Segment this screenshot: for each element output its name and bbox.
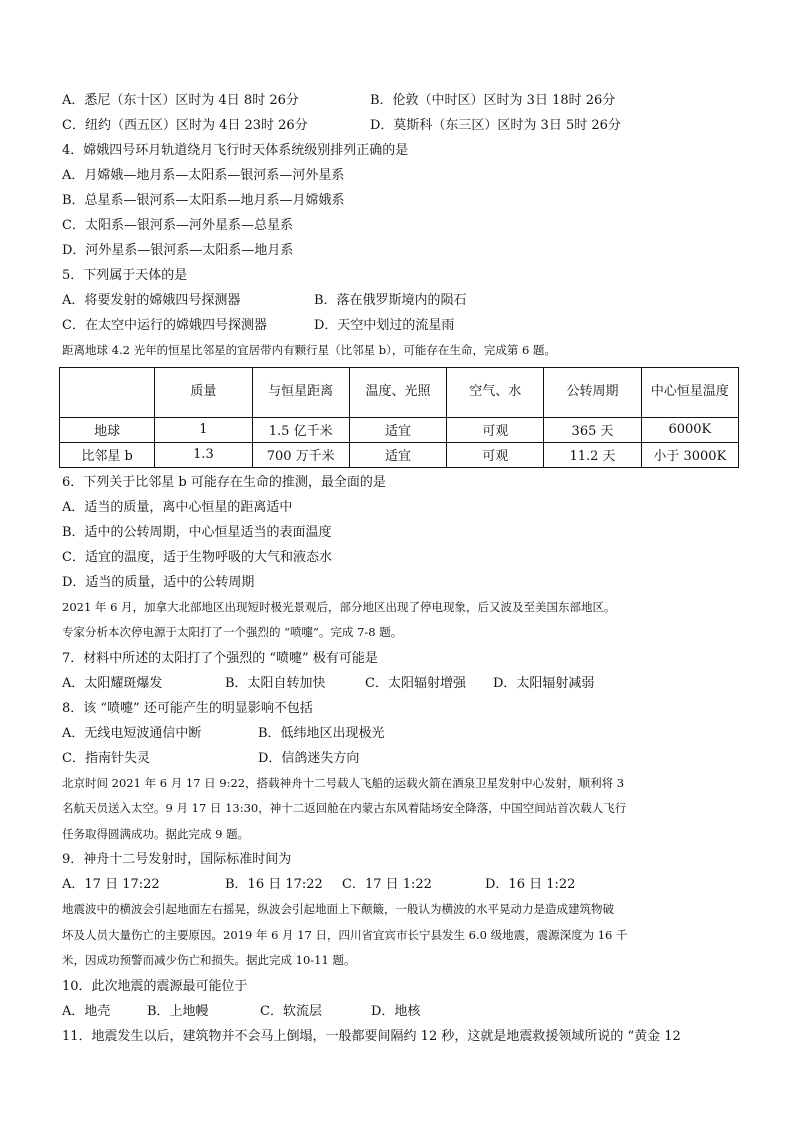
q6-stem: 6．下列关于比邻星 b 可能存在生命的推测，最全面的是 — [62, 474, 386, 490]
table-cell: 11.2 天 — [544, 442, 641, 467]
passage-solar-line-1: 2021 年 6 月，加拿大北部地区出现短时极光景观后，部分地区出现了停电现象，后又波及至美国东部地区。 — [62, 599, 616, 614]
table-header-cell: 空气、水 — [447, 367, 544, 417]
table-header-cell: 与恒星距离 — [252, 367, 349, 417]
q5-option-b: B．落在俄罗斯境内的陨石 — [314, 293, 467, 308]
passage-shenzhou-line-2: 名航天员送入太空。9 月 17 日 13:30，神十二返回舱在内蒙古东风着陆场安全降落，中国空间站首次载人飞行 — [62, 801, 627, 815]
q9-option-a: A．17 日 17:22 — [62, 877, 160, 892]
passage-earthquake-line-2: 坏及人员大量伤亡的主要原因。2019 年 6 月 17 日，四川省宜宾市长宁县发生 6.0 级地震，震源深度为 16 千 — [62, 927, 628, 942]
table-cell: 小于 3000K — [641, 442, 738, 467]
table-cell: 365 天 — [544, 417, 641, 442]
q7-stem: 7．材料中所述的太阳打了个强烈的 “喷嚏” 极有可能是 — [62, 650, 378, 666]
q8-options-row-1 — [62, 721, 742, 746]
q7-option-b: B．太阳自转加快 — [225, 675, 326, 691]
q9-option-d: D．16 日 1:22 — [485, 877, 576, 892]
q4-stem: 4．嫦娥四号环月轨道绕月飞行时天体系统级别排列正确的是 — [62, 143, 409, 158]
q8-stem: 8．该 “喷嚏” 还可能产生的明显影响不包括 — [62, 700, 313, 716]
table-header-cell: 公转周期 — [544, 367, 641, 417]
q4-option-d: D．河外星系—银河系—太阳系—地月系 — [62, 243, 294, 258]
table-cell: 适宜 — [349, 417, 446, 442]
table-header-cell: 中心恒星温度 — [641, 367, 738, 417]
q5-options-row-1 — [62, 288, 742, 313]
q9-stem: 9．神舟十二号发射时，国际标准时间为 — [62, 852, 292, 867]
q10-option-a: A．地壳 — [62, 1003, 111, 1019]
table-cell: 可观 — [447, 417, 544, 442]
q9-option-b: B．16 日 17:22 — [225, 877, 323, 892]
q3-options-row-2 — [62, 113, 742, 138]
q4-option-a: A．月嫦娥—地月系—太阳系—银河系—河外星系 — [62, 168, 345, 183]
q3-options-row-1 — [62, 88, 742, 113]
table-header-cell: 质量 — [155, 367, 252, 417]
exam-page — [62, 88, 742, 1049]
passage-earthquake-line-1: 地震波中的横波会引起地面左右摇晃，纵波会引起地面上下颠簸，一般认为横波的水平晃动力是造成建筑物破 — [62, 902, 614, 916]
q8-option-d: D．信鸽迷失方向 — [258, 750, 360, 766]
q10-option-b: B．上地幔 — [147, 1003, 209, 1019]
q8-option-a: A．无线电短波通信中断 — [62, 725, 202, 741]
q6-option-d: D．适当的质量，适中的公转周期 — [62, 574, 255, 590]
table-cell: 1.3 — [155, 442, 252, 467]
passage-shenzhou-line-3: 任务取得圆满成功。据此完成 9 题。 — [62, 826, 250, 841]
table-cell: 地球 — [60, 417, 155, 442]
q5-option-a: A．将要发射的嫦娥四号探测器 — [62, 293, 241, 308]
q8-option-c: C．指南针失灵 — [62, 750, 150, 766]
table-row — [60, 417, 739, 442]
q4-option-c: C．太阳系—银河系—河外星系—总星系 — [62, 218, 293, 233]
q6-option-c: C．适宜的温度，适于生物呼吸的大气和液态水 — [62, 549, 332, 565]
q4-option-b: B．总星系—银河系—太阳系—地月系—月嫦娥系 — [62, 193, 345, 208]
table-row — [60, 442, 739, 467]
comparison-table — [59, 367, 739, 468]
passage-earthquake-line-3: 米，因成功预警而减少伤亡和损失。据此完成 10-11 题。 — [62, 953, 356, 967]
q6-option-a: A．适当的质量，离中心恒星的距离适中 — [62, 499, 293, 515]
table-cell: 1.5 亿千米 — [252, 417, 349, 442]
passage-shenzhou-line-1: 北京时间 2021 年 6 月 17 日 9:22，搭载神舟十二号载人飞船的运载火箭在酒泉卫星发射中心发射，顺利将 3 — [62, 775, 625, 790]
q5-options-row-2 — [62, 313, 742, 338]
q8-option-b: B．低纬地区出现极光 — [258, 725, 385, 741]
q6-option-b: B．适中的公转周期，中心恒星适当的表面温度 — [62, 524, 332, 540]
q3-option-b: B．伦敦（中时区）区时为 3日 18时 26分 — [370, 93, 616, 108]
q3-option-c: C．纽约（西五区）区时为 4日 23时 26分 — [62, 118, 308, 133]
table-cell: 700 万千米 — [252, 442, 349, 467]
q3-option-d: D．莫斯科（东三区）区时为 3日 5时 26分 — [370, 118, 621, 133]
q9-options — [62, 872, 742, 897]
q5-stem: 5．下列属于天体的是 — [62, 268, 188, 283]
table-cell: 6000K — [641, 417, 738, 442]
passage-solar-line-2: 专家分析本次停电源于太阳打了一个强烈的 “喷嚏”。完成 7-8 题。 — [62, 625, 403, 639]
q7-option-c: C．太阳辐射增强 — [365, 675, 466, 691]
table-cell: 比邻星 b — [60, 442, 155, 467]
table-header-cell — [60, 367, 155, 417]
table-header-cell: 温度、光照 — [349, 367, 446, 417]
q10-option-d: D．地核 — [371, 1003, 421, 1019]
table-header-row — [60, 367, 739, 417]
q10-option-c: C．软流层 — [260, 1003, 322, 1019]
q7-options — [62, 671, 742, 696]
q10-options — [62, 999, 742, 1024]
q7-option-a: A．太阳耀斑爆发 — [62, 675, 163, 691]
q8-options-row-2 — [62, 746, 742, 771]
table-cell: 可观 — [447, 442, 544, 467]
table-cell: 1 — [155, 417, 252, 442]
q10-stem: 10．此次地震的震源最可能位于 — [62, 978, 248, 994]
table-cell: 适宜 — [349, 442, 446, 467]
q9-option-c: C．17 日 1:22 — [342, 877, 432, 892]
passage-proxima: 距离地球 4.2 光年的恒星比邻星的宜居带内有颗行星（比邻星 b），可能存在生命，完成第 6 题。 — [62, 343, 556, 357]
q11-stem: 11．地震发生以后，建筑物并不会马上倒塌，一般都要间隔约 12 秒，这就是地震救援领域所说的 “黄金 12 — [62, 1028, 681, 1044]
q3-option-a: A．悉尼（东十区）区时为 4日 8时 26分 — [62, 93, 299, 108]
q7-option-d: D．太阳辐射减弱 — [493, 675, 595, 691]
q5-option-d: D．天空中划过的流星雨 — [314, 318, 455, 333]
q5-option-c: C．在太空中运行的嫦娥四号探测器 — [62, 318, 267, 333]
